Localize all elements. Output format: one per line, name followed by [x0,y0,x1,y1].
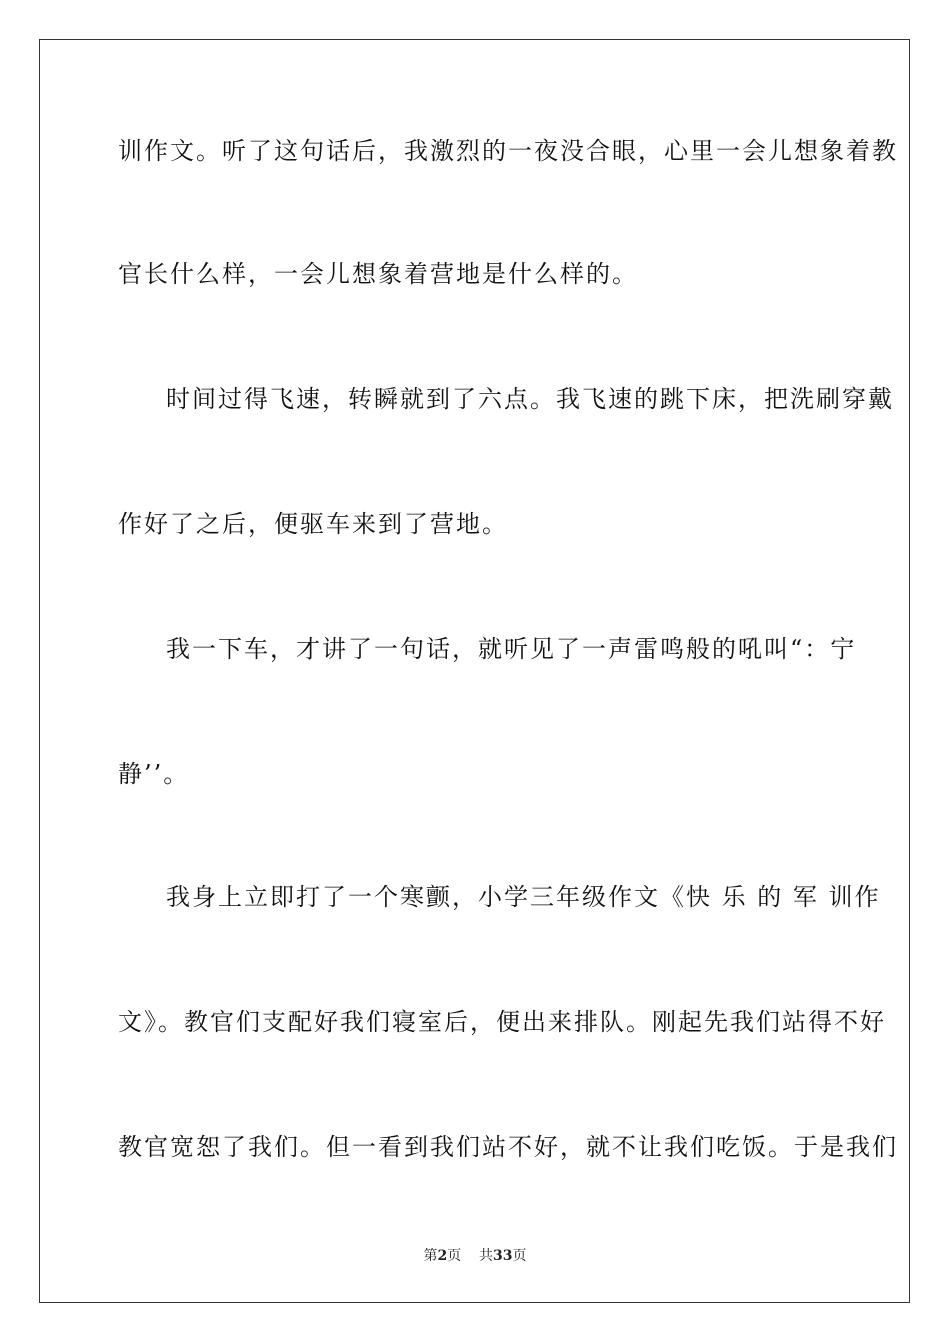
footer-page-prefix: 第 [423,1248,438,1264]
text-line-7: 我身上立即打了一个寒颤，小学三年级作文《快 乐 的 军 训作 [166,883,881,911]
page-border [39,39,910,1303]
page-footer [0,1246,950,1266]
footer-total-suffix: 页 [512,1248,527,1264]
text-line-8: 文》。教官们支配好我们寝室后，便出来排队。刚起先我们站得不好 [118,1008,886,1036]
text-line-3: 时间过得飞速，转瞬就到了六点。我飞速的跳下床，把洗刷穿戴 [166,385,894,413]
text-line-2: 官长什么样，一会儿想象着营地是什么样的。 [118,260,638,288]
footer-total-prefix: 共 [479,1248,494,1264]
text-line-6: 静’’。 [118,760,190,788]
text-line-9: 教官宽恕了我们。但一看到我们站不好，就不让我们吃饭。于是我们 [118,1133,898,1161]
footer-page-total: 33 [493,1248,513,1264]
text-line-1: 训作文。听了这句话后，我激烈的一夜没合眼，心里一会儿想象着教 [118,137,898,165]
text-line-5: 我一下车，才讲了一句话，就听见了一声雷鸣般的吼叫“：宁 [166,635,857,663]
footer-page-current: 2 [437,1248,448,1264]
footer-page-suffix: 页 [447,1248,462,1264]
text-line-4: 作好了之后，便驱车来到了营地。 [118,510,508,538]
